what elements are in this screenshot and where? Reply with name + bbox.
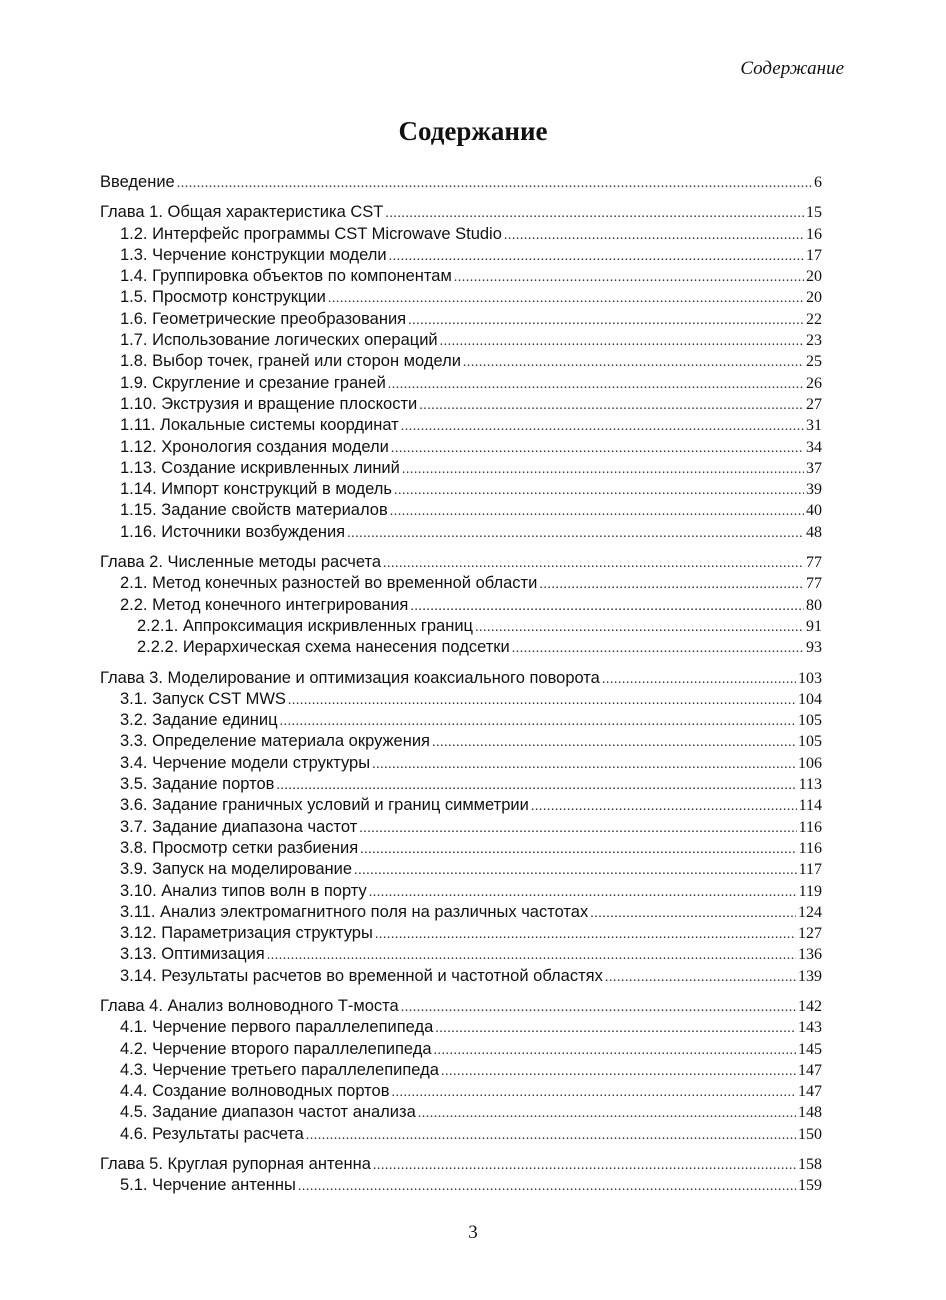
dot-leader xyxy=(288,690,796,711)
toc-entry[interactable] xyxy=(100,245,822,266)
toc-entry[interactable] xyxy=(100,573,822,594)
dot-leader xyxy=(388,374,804,395)
toc-entry-page: 17 xyxy=(806,246,822,264)
toc-entry[interactable] xyxy=(100,902,822,923)
toc-entry[interactable] xyxy=(100,224,822,245)
toc-entry-page: 105 xyxy=(798,712,822,730)
dot-leader xyxy=(434,1040,796,1061)
toc-entry[interactable] xyxy=(100,351,822,372)
toc-group xyxy=(100,172,822,193)
running-header: Содержание xyxy=(740,58,844,79)
toc-entry-page: 136 xyxy=(798,946,822,964)
toc-entry-page: 39 xyxy=(806,481,822,499)
dot-leader xyxy=(440,331,804,352)
dot-leader xyxy=(369,882,797,903)
toc-group xyxy=(100,996,822,1145)
toc-entry-label: 1.5. Просмотр конструкции xyxy=(120,288,326,307)
toc-entry[interactable] xyxy=(100,859,822,880)
toc-entry[interactable] xyxy=(100,373,822,394)
toc-entry-label: 5.1. Черчение антенны xyxy=(120,1176,296,1195)
toc-entry[interactable] xyxy=(100,1060,822,1081)
dot-leader xyxy=(390,501,804,522)
page-title: Содержание xyxy=(398,116,548,146)
toc-entry-page: 103 xyxy=(798,669,822,687)
toc-entry-page: 143 xyxy=(798,1019,822,1037)
toc-entry-page: 16 xyxy=(806,225,822,243)
toc-entry-page: 117 xyxy=(798,861,822,879)
toc-entry-page: 116 xyxy=(798,818,822,836)
toc-entry-label: 2.2.2. Иерархическая схема нанесения подсетки xyxy=(137,638,510,657)
toc-entry-label: 3.10. Анализ типов волн в порту xyxy=(120,881,367,900)
toc-entry-label: Глава 5. Круглая рупорная антенна xyxy=(100,1155,371,1174)
toc-entry-page: 139 xyxy=(798,967,822,985)
dot-leader xyxy=(280,711,796,732)
toc-entry-label: 1.3. Черчение конструкции модели xyxy=(120,245,387,264)
toc-entry-chapter[interactable] xyxy=(100,1154,822,1175)
toc-entry-chapter[interactable] xyxy=(100,996,822,1017)
toc-entry[interactable] xyxy=(100,1175,822,1196)
toc-entry-page: 114 xyxy=(798,797,822,815)
toc-entry-label: 1.6. Геометрические преобразования xyxy=(120,309,407,328)
dot-leader xyxy=(306,1125,796,1146)
toc-entry-label: 1.12. Хронология создания модели xyxy=(120,437,389,456)
toc-entry-chapter[interactable] xyxy=(100,202,822,223)
toc-entry[interactable] xyxy=(100,817,822,838)
toc-entry[interactable] xyxy=(100,944,822,965)
toc-entry[interactable] xyxy=(100,287,822,308)
toc-entry-label: 2.2.1. Аппроксимация искривленных границ xyxy=(137,616,474,635)
toc-entry-chapter[interactable] xyxy=(100,668,822,689)
dot-leader xyxy=(347,523,804,544)
toc-group xyxy=(100,202,822,543)
toc-entry-page: 158 xyxy=(798,1156,822,1174)
toc-entry-page: 20 xyxy=(806,289,822,307)
toc-entry-page: 147 xyxy=(798,1061,822,1079)
dot-leader xyxy=(418,1103,796,1124)
dot-leader xyxy=(401,416,804,437)
toc-entry-page: 80 xyxy=(806,596,822,614)
dot-leader xyxy=(389,246,804,267)
toc-entry-label: 3.12. Параметризация структуры xyxy=(120,924,373,943)
toc-entry[interactable] xyxy=(100,753,822,774)
dot-leader xyxy=(372,754,796,775)
toc-entry-page: 77 xyxy=(806,554,822,572)
dot-leader xyxy=(605,967,796,988)
toc-entry[interactable] xyxy=(100,595,822,616)
toc-entry-page: 6 xyxy=(814,174,822,191)
dot-leader xyxy=(410,596,804,617)
toc-entry-chapter[interactable] xyxy=(100,552,822,573)
toc-entry[interactable] xyxy=(100,415,822,436)
toc-entry[interactable] xyxy=(100,522,822,543)
toc-entry-label: 1.14. Импорт конструкций в модель xyxy=(120,480,392,499)
toc-entry[interactable] xyxy=(100,1102,822,1123)
toc-entry[interactable] xyxy=(100,309,822,330)
toc-entry-label: 1.13. Создание искривленных линий xyxy=(120,458,400,477)
toc-entry-page: 15 xyxy=(806,204,822,222)
toc-entry-label: Глава 3. Моделирование и оптимизация коаксиального поворота xyxy=(100,668,600,687)
dot-leader xyxy=(373,1155,796,1176)
toc-entry-label: Глава 1. Общая характеристика CST xyxy=(100,203,384,222)
toc-entry[interactable] xyxy=(100,458,822,479)
dot-leader xyxy=(375,924,796,945)
dot-leader xyxy=(391,438,804,459)
toc-entry[interactable] xyxy=(100,1039,822,1060)
toc-entry[interactable] xyxy=(100,437,822,458)
toc-entry-label: 3.8. Просмотр сетки разбиения xyxy=(120,838,359,857)
dot-leader xyxy=(402,459,804,480)
dot-leader xyxy=(463,352,804,373)
toc-entry[interactable] xyxy=(100,838,822,859)
dot-leader xyxy=(590,903,796,924)
dot-leader xyxy=(394,480,804,501)
toc-entry[interactable] xyxy=(100,774,822,795)
toc-entry-label: 1.8. Выбор точек, граней или сторон модели xyxy=(120,352,461,371)
toc-entry-page: 77 xyxy=(806,575,822,593)
toc-entry[interactable] xyxy=(100,394,822,415)
toc-entry-label: 4.1. Черчение первого параллелепипеда xyxy=(120,1018,434,1037)
toc-entry-page: 25 xyxy=(806,353,822,371)
dot-leader xyxy=(354,860,797,881)
dot-leader xyxy=(454,267,804,288)
dot-leader xyxy=(360,839,796,860)
toc-entry-page: 91 xyxy=(806,617,822,635)
toc-entry[interactable] xyxy=(100,616,822,637)
toc-entry-page: 116 xyxy=(798,839,822,857)
toc-entry[interactable] xyxy=(100,795,822,816)
toc-entry-page: 147 xyxy=(798,1083,822,1101)
toc-entry-page: 106 xyxy=(798,754,822,772)
table-of-contents xyxy=(100,172,822,1206)
toc-entry-page: 104 xyxy=(798,690,822,708)
toc-entry-label: 3.2. Задание единиц xyxy=(120,711,278,730)
toc-entry-page: 159 xyxy=(798,1177,822,1195)
toc-entry[interactable] xyxy=(100,637,822,658)
toc-entry-chapter[interactable] xyxy=(100,172,822,193)
toc-entry-page: 40 xyxy=(806,502,822,520)
toc-entry-page: 37 xyxy=(806,459,822,477)
toc-entry-label: 1.11. Локальные системы координат xyxy=(120,416,399,435)
dot-leader xyxy=(328,288,804,309)
dot-leader xyxy=(512,638,804,659)
toc-entry-label: 2.2. Метод конечного интегрирования xyxy=(120,595,409,614)
dot-leader xyxy=(177,173,812,194)
toc-entry-label: Глава 4. Анализ волноводного Т-моста xyxy=(100,996,399,1015)
toc-entry[interactable] xyxy=(100,966,822,987)
toc-entry-label: 3.9. Запуск на моделирование xyxy=(120,860,353,879)
toc-entry-page: 93 xyxy=(806,639,822,657)
toc-entry-label: 4.3. Черчение третьего параллелепипеда xyxy=(120,1060,439,1079)
toc-entry[interactable] xyxy=(100,266,822,287)
toc-entry-label: 1.2. Интерфейс программы CST Microwave Studio xyxy=(120,224,502,243)
dot-leader xyxy=(359,818,796,839)
toc-entry-label: 3.5. Задание портов xyxy=(120,775,275,794)
toc-entry-label: 4.4. Создание волноводных портов xyxy=(120,1082,390,1101)
toc-group xyxy=(100,668,822,987)
toc-entry-page: 127 xyxy=(798,925,822,943)
dot-leader xyxy=(602,669,796,690)
dot-leader xyxy=(531,796,797,817)
toc-entry-page: 124 xyxy=(798,903,822,921)
toc-entry-label: 2.1. Метод конечных разностей во временной области xyxy=(120,574,538,593)
toc-entry-label: 3.6. Задание граничных условий и границ симметрии xyxy=(120,796,529,815)
dot-leader xyxy=(276,775,796,796)
dot-leader xyxy=(419,395,804,416)
toc-entry-label: 3.4. Черчение модели структуры xyxy=(120,753,371,772)
dot-leader xyxy=(392,1082,797,1103)
dot-leader xyxy=(267,945,796,966)
toc-entry-label: 3.1. Запуск CST MWS xyxy=(120,689,286,708)
dot-leader xyxy=(298,1176,796,1197)
toc-entry-page: 26 xyxy=(806,374,822,392)
toc-entry-label: 1.9. Скругление и срезание граней xyxy=(120,373,386,392)
toc-entry-label: 3.13. Оптимизация xyxy=(120,945,265,964)
toc-entry[interactable] xyxy=(100,1081,822,1102)
toc-entry-page: 113 xyxy=(798,776,822,794)
toc-entry[interactable] xyxy=(100,330,822,351)
toc-entry-page: 20 xyxy=(806,268,822,286)
toc-entry-page: 148 xyxy=(798,1104,822,1122)
dot-leader xyxy=(383,553,804,574)
dot-leader xyxy=(401,997,796,1018)
toc-entry-label: 3.7. Задание диапазона частот xyxy=(120,817,358,836)
toc-entry-page: 150 xyxy=(798,1125,822,1143)
toc-entry[interactable] xyxy=(100,710,822,731)
toc-entry-page: 34 xyxy=(806,438,822,456)
toc-entry[interactable] xyxy=(100,500,822,521)
dot-leader xyxy=(475,617,804,638)
toc-entry-label: 1.4. Группировка объектов по компонентам xyxy=(120,267,452,286)
toc-entry[interactable] xyxy=(100,1017,822,1038)
toc-entry-page: 27 xyxy=(806,395,822,413)
dot-leader xyxy=(504,225,804,246)
page-number: 3 xyxy=(468,1222,478,1243)
toc-entry-label: Введение xyxy=(100,173,175,191)
toc-entry-label: 3.11. Анализ электромагнитного поля на различных частотах xyxy=(120,902,589,921)
toc-entry-label: 1.7. Использование логических операций xyxy=(120,331,438,350)
toc-entry[interactable] xyxy=(100,923,822,944)
toc-entry-page: 22 xyxy=(806,310,822,328)
dot-leader xyxy=(435,1018,796,1039)
toc-entry[interactable] xyxy=(100,479,822,500)
toc-entry[interactable] xyxy=(100,689,822,710)
toc-group xyxy=(100,552,822,658)
toc-entry-page: 145 xyxy=(798,1040,822,1058)
dot-leader xyxy=(432,732,796,753)
toc-entry-page: 105 xyxy=(798,733,822,751)
dot-leader xyxy=(539,574,804,595)
toc-entry-label: 3.3. Определение материала окружения xyxy=(120,732,430,751)
toc-entry[interactable] xyxy=(100,881,822,902)
dot-leader xyxy=(408,310,804,331)
dot-leader xyxy=(441,1061,796,1082)
toc-entry-page: 119 xyxy=(798,882,822,900)
toc-entry-label: 1.10. Экструзия и вращение плоскости xyxy=(120,394,418,413)
toc-entry-label: 3.14. Результаты расчетов во временной и частотной областях xyxy=(120,966,603,985)
toc-entry[interactable] xyxy=(100,731,822,752)
toc-entry-label: 4.5. Задание диапазон частот анализа xyxy=(120,1103,416,1122)
toc-entry-label: 4.6. Результаты расчета xyxy=(120,1124,304,1143)
toc-entry[interactable] xyxy=(100,1124,822,1145)
toc-entry-page: 142 xyxy=(798,997,822,1015)
toc-entry-label: 1.15. Задание свойств материалов xyxy=(120,501,388,520)
toc-entry-page: 31 xyxy=(806,417,822,435)
toc-entry-label: 1.16. Источники возбуждения xyxy=(120,522,346,541)
toc-entry-label: Глава 2. Численные методы расчета xyxy=(100,553,382,572)
dot-leader xyxy=(385,203,804,224)
toc-group xyxy=(100,1154,822,1197)
toc-entry-page: 48 xyxy=(806,523,822,541)
toc-entry-label: 4.2. Черчение второго параллелепипеда xyxy=(120,1039,432,1058)
toc-entry-page: 23 xyxy=(806,332,822,350)
